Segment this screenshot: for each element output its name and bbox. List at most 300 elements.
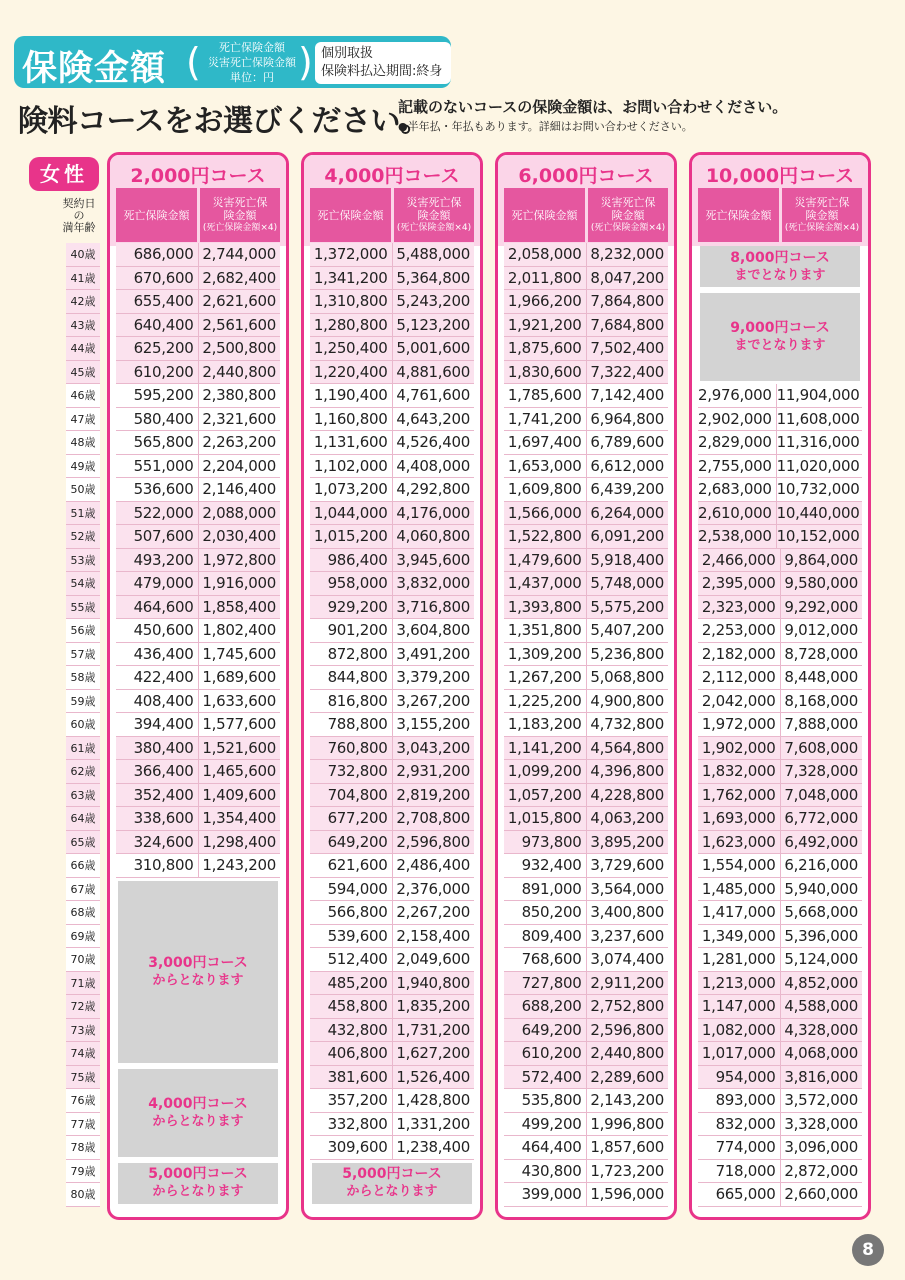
col-header-label: 災害死亡保険金額 xyxy=(212,195,268,222)
death-amount: 2,755,000 xyxy=(698,455,777,478)
table-row xyxy=(310,408,474,432)
death-amount: 649,200 xyxy=(504,1019,587,1042)
page-number: 8 xyxy=(852,1234,884,1266)
death-amount: 1,341,200 xyxy=(310,267,393,290)
table-row xyxy=(310,878,474,902)
note-line: からとなります xyxy=(152,1113,244,1129)
accident-amount: 11,608,000 xyxy=(776,409,860,428)
death-amount: 954,000 xyxy=(698,1066,781,1089)
table-row xyxy=(504,831,668,855)
death-amount: 1,966,200 xyxy=(504,290,587,313)
accident-amount: 3,564,000 xyxy=(590,879,664,898)
accident-amount: 5,407,200 xyxy=(590,621,664,639)
death-amount: 458,800 xyxy=(310,995,393,1018)
table-row xyxy=(116,455,280,479)
age-label: 41歳 xyxy=(66,267,100,291)
death-amount: 493,200 xyxy=(116,549,199,572)
death-amount: 2,253,000 xyxy=(698,619,781,642)
accident-amount: 2,660,000 xyxy=(784,1185,858,1203)
death-amount: 1,762,000 xyxy=(698,784,781,807)
table-row xyxy=(504,1113,668,1137)
accident-amount: 3,074,400 xyxy=(590,950,664,968)
table-row xyxy=(698,1136,862,1160)
table-row xyxy=(116,619,280,643)
death-amount: 901,200 xyxy=(310,619,393,642)
paren-open: ( xyxy=(186,40,201,84)
accident-amount: 7,322,400 xyxy=(590,362,664,381)
accident-amount: 6,091,200 xyxy=(590,527,664,545)
death-amount: 1,082,000 xyxy=(698,1019,781,1042)
accident-amount: 1,465,600 xyxy=(202,762,276,780)
col-header-label: 死亡保険金額 xyxy=(123,208,190,222)
table-row xyxy=(116,337,280,361)
accident-amount: 10,732,000 xyxy=(776,480,860,498)
age-label: 64歳 xyxy=(66,807,100,831)
accident-amount: 1,521,600 xyxy=(202,738,276,757)
death-amount: 1,250,400 xyxy=(310,337,393,360)
table-row xyxy=(116,267,280,291)
age-label: 73歳 xyxy=(66,1019,100,1043)
death-amount: 408,400 xyxy=(116,690,199,713)
death-amount: 432,800 xyxy=(310,1019,393,1042)
age-label: 42歳 xyxy=(66,290,100,314)
table-row xyxy=(310,643,474,667)
death-amount: 2,610,000 xyxy=(698,502,777,525)
accident-amount: 5,575,200 xyxy=(590,597,664,616)
accident-amount: 2,621,600 xyxy=(202,292,276,310)
death-amount: 594,000 xyxy=(310,878,393,901)
accident-amount: 2,158,400 xyxy=(396,926,470,945)
table-row xyxy=(116,243,280,267)
table-row xyxy=(310,384,474,408)
age-label: 70歳 xyxy=(66,948,100,972)
accident-amount: 5,668,000 xyxy=(784,903,858,921)
accident-amount: 2,708,800 xyxy=(396,809,470,827)
course-unavailable-note xyxy=(312,1163,472,1204)
table-row xyxy=(116,854,280,878)
death-amount: 1,349,000 xyxy=(698,925,781,948)
header-sub-line: 災害死亡保険金額 xyxy=(208,56,296,69)
death-amount: 640,400 xyxy=(116,314,199,337)
death-amount: 1,213,000 xyxy=(698,972,781,995)
death-amount: 1,351,800 xyxy=(504,619,587,642)
accident-amount: 2,931,200 xyxy=(396,762,470,780)
death-amount: 2,042,000 xyxy=(698,690,781,713)
death-amount: 1,875,600 xyxy=(504,337,587,360)
accident-amount: 3,945,600 xyxy=(396,550,470,569)
accident-amount: 2,561,600 xyxy=(202,315,276,334)
table-row xyxy=(504,760,668,784)
table-row xyxy=(698,525,862,549)
accident-amount: 1,243,200 xyxy=(202,856,276,874)
death-amount: 310,800 xyxy=(116,854,199,877)
accident-amount: 1,409,600 xyxy=(202,785,276,804)
accident-amount: 1,802,400 xyxy=(202,621,276,639)
accident-amount: 7,864,800 xyxy=(590,292,664,310)
death-amount: 1,697,400 xyxy=(504,431,587,454)
accident-amount: 3,328,000 xyxy=(784,1114,858,1133)
death-amount: 394,400 xyxy=(116,713,199,736)
accident-amount: 2,289,600 xyxy=(590,1067,664,1086)
death-amount: 610,200 xyxy=(116,361,199,384)
table-row xyxy=(116,431,280,455)
table-row xyxy=(698,690,862,714)
death-amount: 665,000 xyxy=(698,1183,781,1206)
accident-amount: 2,752,800 xyxy=(590,997,664,1015)
accident-amount: 5,001,600 xyxy=(396,339,470,357)
death-amount: 499,200 xyxy=(504,1113,587,1136)
table-row xyxy=(310,666,474,690)
header-banner xyxy=(14,36,451,88)
accident-amount: 4,292,800 xyxy=(396,480,470,498)
table-row xyxy=(310,525,474,549)
death-amount: 522,000 xyxy=(116,502,199,525)
table-row xyxy=(504,643,668,667)
table-row xyxy=(310,267,474,291)
table-row xyxy=(310,337,474,361)
accident-amount: 2,440,800 xyxy=(590,1044,664,1062)
accident-amount: 1,526,400 xyxy=(396,1067,470,1086)
col-header-label: 災害死亡保険金額 xyxy=(600,195,656,222)
accident-amount: 2,596,800 xyxy=(590,1020,664,1039)
accident-amount: 3,572,000 xyxy=(784,1091,858,1109)
table-row xyxy=(698,596,862,620)
accident-amount: 1,723,200 xyxy=(590,1161,664,1180)
note-line: 5,000円コース xyxy=(342,1166,442,1182)
age-label: 61歳 xyxy=(66,737,100,761)
header-info-line: 個別取扱 xyxy=(321,46,374,61)
death-amount: 973,800 xyxy=(504,831,587,854)
accident-amount: 2,321,600 xyxy=(202,409,276,428)
table-row xyxy=(310,455,474,479)
death-amount: 2,011,800 xyxy=(504,267,587,290)
death-amount: 1,393,800 xyxy=(504,596,587,619)
death-amount: 436,400 xyxy=(116,643,199,666)
accident-amount: 11,904,000 xyxy=(776,386,860,404)
table-row xyxy=(698,478,862,502)
death-amount: 718,000 xyxy=(698,1160,781,1183)
headline: 険料コースをお選びください。 xyxy=(18,104,430,139)
note-line: 3,000円コース xyxy=(148,954,248,971)
table-row xyxy=(310,854,474,878)
table-row xyxy=(310,361,474,385)
death-amount: 580,400 xyxy=(116,408,199,431)
death-amount: 2,976,000 xyxy=(698,384,777,407)
table-row xyxy=(116,478,280,502)
accident-amount: 7,608,000 xyxy=(784,738,858,757)
col-header-accident xyxy=(588,188,668,242)
age-label: 54歳 xyxy=(66,572,100,596)
death-amount: 1,225,200 xyxy=(504,690,587,713)
table-row xyxy=(504,384,668,408)
table-row xyxy=(310,1136,474,1160)
death-amount: 1,741,200 xyxy=(504,408,587,431)
accident-amount: 2,204,000 xyxy=(202,456,276,475)
col-header-death xyxy=(116,188,197,242)
accident-amount: 3,400,800 xyxy=(590,903,664,921)
course-6000 xyxy=(495,152,677,1220)
course-title: 2,000円コース xyxy=(130,165,266,187)
table-row xyxy=(310,314,474,338)
death-amount: 1,057,200 xyxy=(504,784,587,807)
death-amount: 686,000 xyxy=(116,243,199,266)
accident-amount: 1,354,400 xyxy=(202,809,276,827)
death-amount: 450,600 xyxy=(116,619,199,642)
accident-amount: 1,577,600 xyxy=(202,715,276,733)
death-amount: 338,600 xyxy=(116,807,199,830)
age-label: 76歳 xyxy=(66,1089,100,1113)
death-amount: 2,323,000 xyxy=(698,596,781,619)
accident-amount: 1,689,600 xyxy=(202,668,276,686)
age-label: 48歳 xyxy=(66,431,100,455)
death-amount: 535,800 xyxy=(504,1089,587,1112)
note-line: からとなります xyxy=(152,1184,244,1199)
death-amount: 1,131,600 xyxy=(310,431,393,454)
note-line: までとなります xyxy=(734,338,826,353)
accident-amount: 6,612,000 xyxy=(590,456,664,475)
table-row xyxy=(310,572,474,596)
age-label: 40歳 xyxy=(66,243,100,267)
death-amount: 324,600 xyxy=(116,831,199,854)
death-amount: 610,200 xyxy=(504,1042,587,1065)
accident-amount: 4,761,600 xyxy=(396,386,470,404)
death-amount: 1,485,000 xyxy=(698,878,781,901)
table-row xyxy=(698,572,862,596)
death-amount: 760,800 xyxy=(310,737,393,760)
death-amount: 1,267,200 xyxy=(504,666,587,689)
accident-amount: 5,236,800 xyxy=(590,644,664,663)
accident-amount: 4,176,000 xyxy=(396,503,470,522)
accident-amount: 7,684,800 xyxy=(590,315,664,334)
course-4000 xyxy=(301,152,483,1220)
death-amount: 2,112,000 xyxy=(698,666,781,689)
table-row xyxy=(504,502,668,526)
death-amount: 1,183,200 xyxy=(504,713,587,736)
death-amount: 727,800 xyxy=(504,972,587,995)
death-amount: 1,015,800 xyxy=(504,807,587,830)
table-row xyxy=(698,549,862,573)
accident-amount: 4,643,200 xyxy=(396,409,470,428)
death-amount: 774,000 xyxy=(698,1136,781,1159)
death-amount: 625,200 xyxy=(116,337,199,360)
accident-amount: 11,020,000 xyxy=(776,456,860,475)
col-header-death xyxy=(310,188,391,242)
table-row xyxy=(116,502,280,526)
note-line: までとなります xyxy=(734,267,826,283)
age-label: 52歳 xyxy=(66,525,100,549)
accident-amount: 1,858,400 xyxy=(202,597,276,616)
accident-amount: 4,588,000 xyxy=(784,997,858,1015)
accident-amount: 2,872,000 xyxy=(784,1161,858,1180)
age-label: 74歳 xyxy=(66,1042,100,1066)
age-label: 45歳 xyxy=(66,361,100,385)
header-info-box xyxy=(315,42,451,84)
course-unavailable-note xyxy=(118,1069,278,1157)
age-column xyxy=(66,243,100,1207)
table-row xyxy=(504,878,668,902)
age-label: 57歳 xyxy=(66,643,100,667)
accident-amount: 2,146,400 xyxy=(202,480,276,498)
col-header-label: 災害死亡保険金額 xyxy=(406,195,462,222)
accident-amount: 9,012,000 xyxy=(784,621,858,639)
death-amount: 366,400 xyxy=(116,760,199,783)
age-label: 71歳 xyxy=(66,972,100,996)
age-label: 56歳 xyxy=(66,619,100,643)
death-amount: 893,000 xyxy=(698,1089,781,1112)
course-title: 6,000円コース xyxy=(518,165,654,187)
death-amount: 677,200 xyxy=(310,807,393,830)
accident-amount: 11,316,000 xyxy=(776,433,860,451)
accident-amount: 2,440,800 xyxy=(202,362,276,381)
accident-amount: 9,580,000 xyxy=(784,574,858,592)
table-row xyxy=(504,525,668,549)
death-amount: 809,400 xyxy=(504,925,587,948)
accident-amount: 4,526,400 xyxy=(396,433,470,451)
death-amount: 649,200 xyxy=(310,831,393,854)
col-header-accident xyxy=(394,188,474,242)
table-row xyxy=(504,267,668,291)
table-row xyxy=(116,549,280,573)
table-row xyxy=(698,807,862,831)
accident-amount: 2,819,200 xyxy=(396,785,470,804)
accident-amount: 3,237,600 xyxy=(590,926,664,945)
death-amount: 357,200 xyxy=(310,1089,393,1112)
header-sub-line: 死亡保険金額 xyxy=(219,41,285,54)
death-amount: 1,015,200 xyxy=(310,525,393,548)
table-row xyxy=(504,1089,668,1113)
note-line: からとなります xyxy=(152,972,244,988)
death-amount: 430,800 xyxy=(504,1160,587,1183)
death-amount: 2,538,000 xyxy=(698,525,777,548)
death-amount: 485,200 xyxy=(310,972,393,995)
death-amount: 1,902,000 xyxy=(698,737,781,760)
table-row xyxy=(698,831,862,855)
death-amount: 1,017,000 xyxy=(698,1042,781,1065)
accident-amount: 1,596,000 xyxy=(590,1185,664,1203)
accident-amount: 3,155,200 xyxy=(396,715,470,733)
age-label: 46歳 xyxy=(66,384,100,408)
death-amount: 1,147,000 xyxy=(698,995,781,1018)
accident-amount: 1,835,200 xyxy=(396,997,470,1015)
death-amount: 986,400 xyxy=(310,549,393,572)
table-row xyxy=(698,643,862,667)
death-amount: 1,190,400 xyxy=(310,384,393,407)
death-amount: 670,600 xyxy=(116,267,199,290)
table-row xyxy=(504,807,668,831)
accident-amount: 4,881,600 xyxy=(396,362,470,381)
death-amount: 850,200 xyxy=(504,901,587,924)
accident-amount: 3,816,000 xyxy=(784,1067,858,1086)
death-amount: 1,522,800 xyxy=(504,525,587,548)
accident-amount: 3,267,200 xyxy=(396,691,470,710)
age-label: 55歳 xyxy=(66,596,100,620)
accident-amount: 1,627,200 xyxy=(396,1044,470,1062)
table-row xyxy=(310,290,474,314)
age-label: 58歳 xyxy=(66,666,100,690)
accident-amount: 7,502,400 xyxy=(590,339,664,357)
death-amount: 2,182,000 xyxy=(698,643,781,666)
death-amount: 688,200 xyxy=(504,995,587,1018)
col-header-note: (死亡保険金額×4) xyxy=(396,222,472,233)
accident-amount: 9,864,000 xyxy=(784,550,858,569)
table-row xyxy=(504,666,668,690)
col-header-note: (死亡保険金額×4) xyxy=(202,222,278,233)
table-row xyxy=(310,831,474,855)
death-amount: 932,400 xyxy=(504,854,587,877)
table-row xyxy=(116,831,280,855)
table-row xyxy=(698,1183,862,1207)
accident-amount: 4,900,800 xyxy=(590,691,664,710)
course-2000 xyxy=(107,152,289,1220)
age-label: 66歳 xyxy=(66,854,100,878)
accident-amount: 3,729,600 xyxy=(590,856,664,874)
age-header-line: 契約日 xyxy=(62,197,96,210)
accident-amount: 3,716,800 xyxy=(396,597,470,616)
accident-amount: 2,088,000 xyxy=(202,503,276,522)
course-rows xyxy=(698,384,862,1207)
accident-amount: 1,745,600 xyxy=(202,644,276,663)
death-amount: 621,600 xyxy=(310,854,393,877)
table-row xyxy=(310,549,474,573)
header-info-line: 保険料払込期間:終身 xyxy=(321,64,443,79)
death-amount: 1,281,000 xyxy=(698,948,781,971)
accident-amount: 2,500,800 xyxy=(202,339,276,357)
death-amount: 1,417,000 xyxy=(698,901,781,924)
table-row xyxy=(310,995,474,1019)
table-row xyxy=(698,1042,862,1066)
accident-amount: 4,852,000 xyxy=(784,973,858,992)
death-amount: 1,693,000 xyxy=(698,807,781,830)
table-row xyxy=(504,1042,668,1066)
table-row xyxy=(504,972,668,996)
table-row xyxy=(698,666,862,690)
death-amount: 1,623,000 xyxy=(698,831,781,854)
note-line: 4,000円コース xyxy=(148,1095,248,1112)
death-amount: 566,800 xyxy=(310,901,393,924)
death-amount: 2,466,000 xyxy=(698,549,781,572)
accident-amount: 2,911,200 xyxy=(590,973,664,992)
accident-amount: 8,728,000 xyxy=(784,644,858,663)
death-amount: 1,921,200 xyxy=(504,314,587,337)
accident-amount: 4,068,000 xyxy=(784,1044,858,1062)
table-row xyxy=(698,384,862,408)
table-row xyxy=(698,737,862,761)
death-amount: 1,160,800 xyxy=(310,408,393,431)
table-row xyxy=(310,760,474,784)
accident-amount: 8,047,200 xyxy=(590,268,664,287)
table-row xyxy=(310,948,474,972)
accident-amount: 6,264,000 xyxy=(590,503,664,522)
death-amount: 2,058,000 xyxy=(504,243,587,266)
death-amount: 512,400 xyxy=(310,948,393,971)
death-amount: 1,437,000 xyxy=(504,572,587,595)
age-label: 80歳 xyxy=(66,1183,100,1207)
age-label: 43歳 xyxy=(66,314,100,338)
death-amount: 1,566,000 xyxy=(504,502,587,525)
table-row xyxy=(116,361,280,385)
accident-amount: 7,328,000 xyxy=(784,762,858,780)
table-row xyxy=(116,784,280,808)
table-row xyxy=(310,502,474,526)
accident-amount: 4,228,800 xyxy=(590,785,664,804)
table-row xyxy=(698,925,862,949)
table-row xyxy=(116,713,280,737)
table-row xyxy=(310,1042,474,1066)
accident-amount: 5,396,000 xyxy=(784,926,858,945)
death-amount: 2,683,000 xyxy=(698,478,777,501)
course-unavailable-note xyxy=(118,881,278,1063)
accident-amount: 5,124,000 xyxy=(784,950,858,968)
